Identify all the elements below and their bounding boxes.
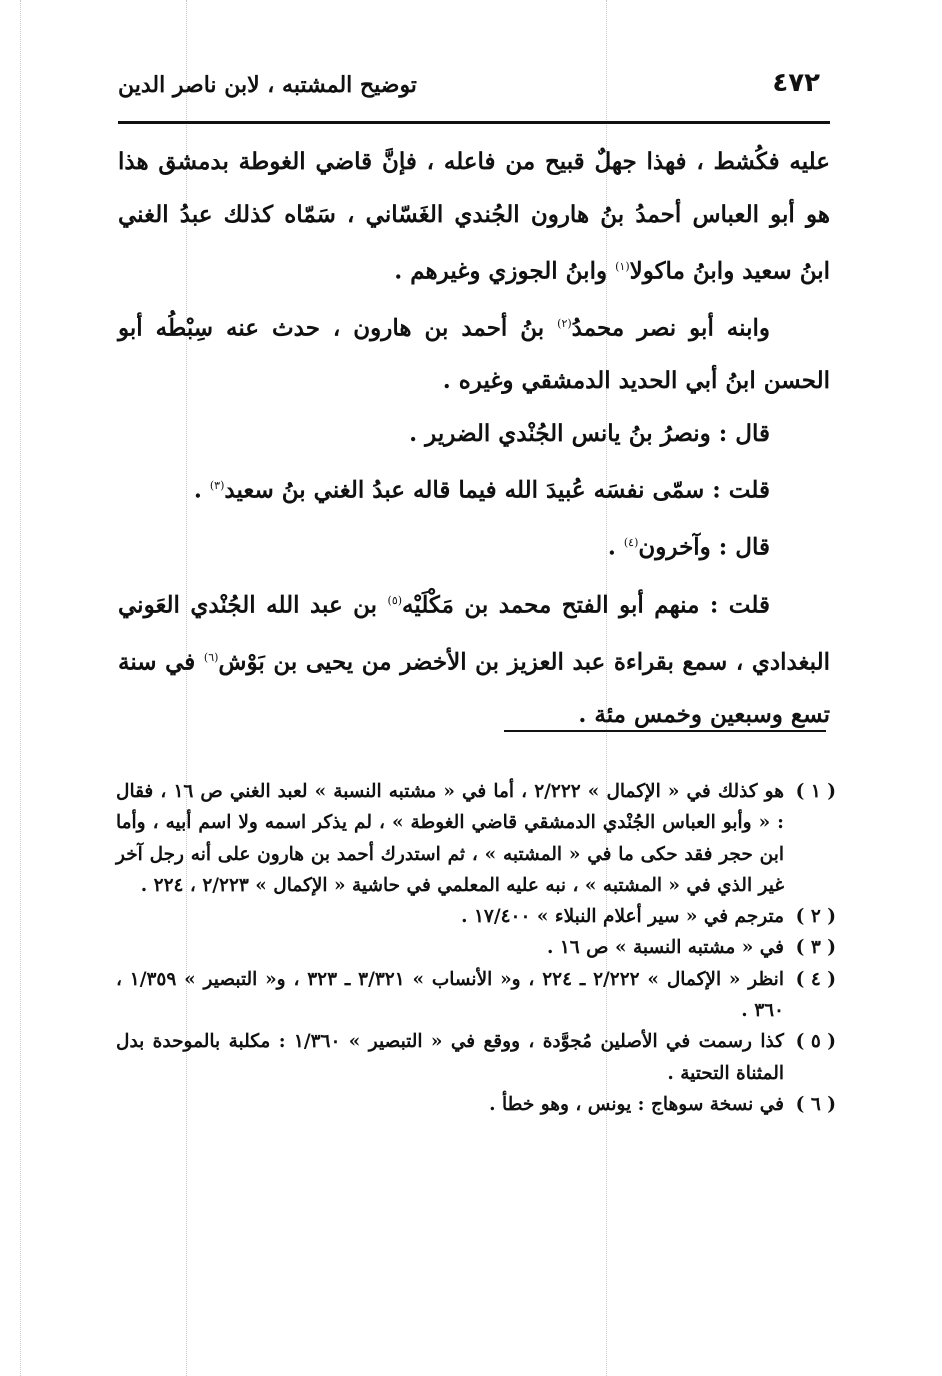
paragraph-text: قال : وآخرون bbox=[638, 534, 770, 562]
footnote-marker: (٣) bbox=[209, 479, 225, 493]
footnote-text: في « مشتبه النسبة » ص ١٦ . bbox=[546, 937, 784, 959]
footnote-number: ( ٦ ) bbox=[795, 1093, 836, 1115]
paragraph-text: قلت : سمّى نفسَه عُبيدَ الله فيما قاله عبدُ الغني بنُ سعيد bbox=[224, 476, 770, 504]
paragraph-text: وابنُ الجوزي وغيرهم . bbox=[394, 257, 616, 285]
footnote-text: هو كذلك في « الإكمال » ٢/٢٢٢ ، أما في « مشتبه النسبة » لعبد الغني ص ١٦ ، فقال : « وأبو العباس الجُنْدي الدمشقي قاضي الغوطة » ، لم يذكر اسمه ولا اسم أبيه ، وأما ابن حجر فقد حكى ما في « المشتبه » ، ثم استدرك أحمد بن هارون على أنه رجل آخر غير الذي في « المشتبه » ، نبه عليه المعلمي في حاشية « الإكمال » ٢/٢٢٣ ، ٢٢٤ . bbox=[116, 781, 784, 896]
paragraph-text: عليه فكُشط ، فهذا جهلٌ قبيح من فاعله ، فإنَّ قاضي الغوطة بدمشق هذا هو أبو العباس أحمدُ بنُ هارون الجُندي الغَسّاني ، سَمّاه كذلك عبدُ الغني ابنُ سعيد وابنُ ماكولا bbox=[118, 148, 830, 285]
paragraph bbox=[118, 575, 830, 742]
footnote-separator bbox=[504, 730, 826, 732]
footnote-marker: (٢) bbox=[557, 317, 572, 331]
footnote bbox=[116, 901, 836, 932]
paragraph-text: قال : ونصرُ بنُ يانس الجُنْدي الضرير . bbox=[409, 419, 770, 447]
footnote bbox=[116, 776, 836, 901]
paragraph bbox=[118, 136, 830, 298]
footnote-number: ( ٣ ) bbox=[795, 937, 836, 959]
footnote-number: ( ٤ ) bbox=[795, 968, 836, 990]
main-text bbox=[118, 136, 830, 741]
paragraph bbox=[118, 408, 830, 461]
footnote-marker: (٤) bbox=[623, 536, 639, 550]
footnote bbox=[116, 932, 836, 963]
footnote-text: في نسخة سوهاج : يونس ، وهو خطأ . bbox=[489, 1093, 784, 1115]
footnote-number: ( ٥ ) bbox=[795, 1031, 836, 1053]
header-rule bbox=[118, 121, 830, 124]
paragraph-text: بنُ أحمد بن هارون ، حدث عنه سِبْطُه أبو الحسن ابنُ أبي الحديد الدمشقي وغيره . bbox=[118, 314, 830, 395]
paragraph-text: بن عبد الله الجُنْدي العَوني البغدادي ، سمع بقراءة عبد العزيز بن الأخضر من يحيى بن بَوْش bbox=[118, 591, 830, 676]
paragraph-text: . bbox=[193, 476, 210, 504]
paragraph bbox=[118, 298, 830, 408]
footnote-text: انظر « الإكمال » ٢/٢٢٢ ـ ٢٢٤ ، و« الأنساب » ٣/٣٢١ ـ ٣٢٣ ، و« التبصير » ١/٣٥٩ ، ٣٦٠ . bbox=[116, 968, 784, 1022]
page-number: ٤٧٢ bbox=[772, 68, 820, 98]
footnote bbox=[116, 1026, 836, 1089]
footnote bbox=[116, 964, 836, 1027]
footnote bbox=[116, 1089, 836, 1120]
paragraph-text: في سنة تسع وسبعين وخمس مئة . bbox=[118, 648, 830, 728]
footnotes bbox=[116, 776, 836, 1120]
scan-dotted-line bbox=[20, 0, 21, 1376]
paragraph-text: وابنه أبو نصر محمدُ bbox=[571, 314, 770, 342]
footnote-number: ( ١ ) bbox=[795, 781, 836, 802]
footnote-number: ( ٢ ) bbox=[795, 906, 836, 928]
paragraph bbox=[118, 517, 830, 574]
footnote-marker: (٦) bbox=[203, 650, 219, 664]
paragraph-text: . bbox=[607, 534, 624, 562]
footnote-text: كذا رسمت في الأصلين مُجوَّدة ، ووقع في « التبصير » ١/٣٦٠ : مكلبة بالموحدة بدل المثناة التحتية . bbox=[116, 1031, 784, 1084]
footnote-text: مترجم في « سير أعلام النبلاء » ١٧/٤٠٠ . bbox=[461, 906, 784, 928]
page-header bbox=[118, 64, 826, 114]
paragraph bbox=[118, 460, 830, 517]
paragraph-text: قلت : منهم أبو الفتح محمد بن مَكْلَيْه bbox=[402, 591, 771, 619]
footnote-marker: (١) bbox=[615, 260, 630, 273]
footnote-marker: (٥) bbox=[387, 593, 403, 607]
running-title: توضيح المشتبه ، لابن ناصر الدين bbox=[118, 72, 417, 98]
